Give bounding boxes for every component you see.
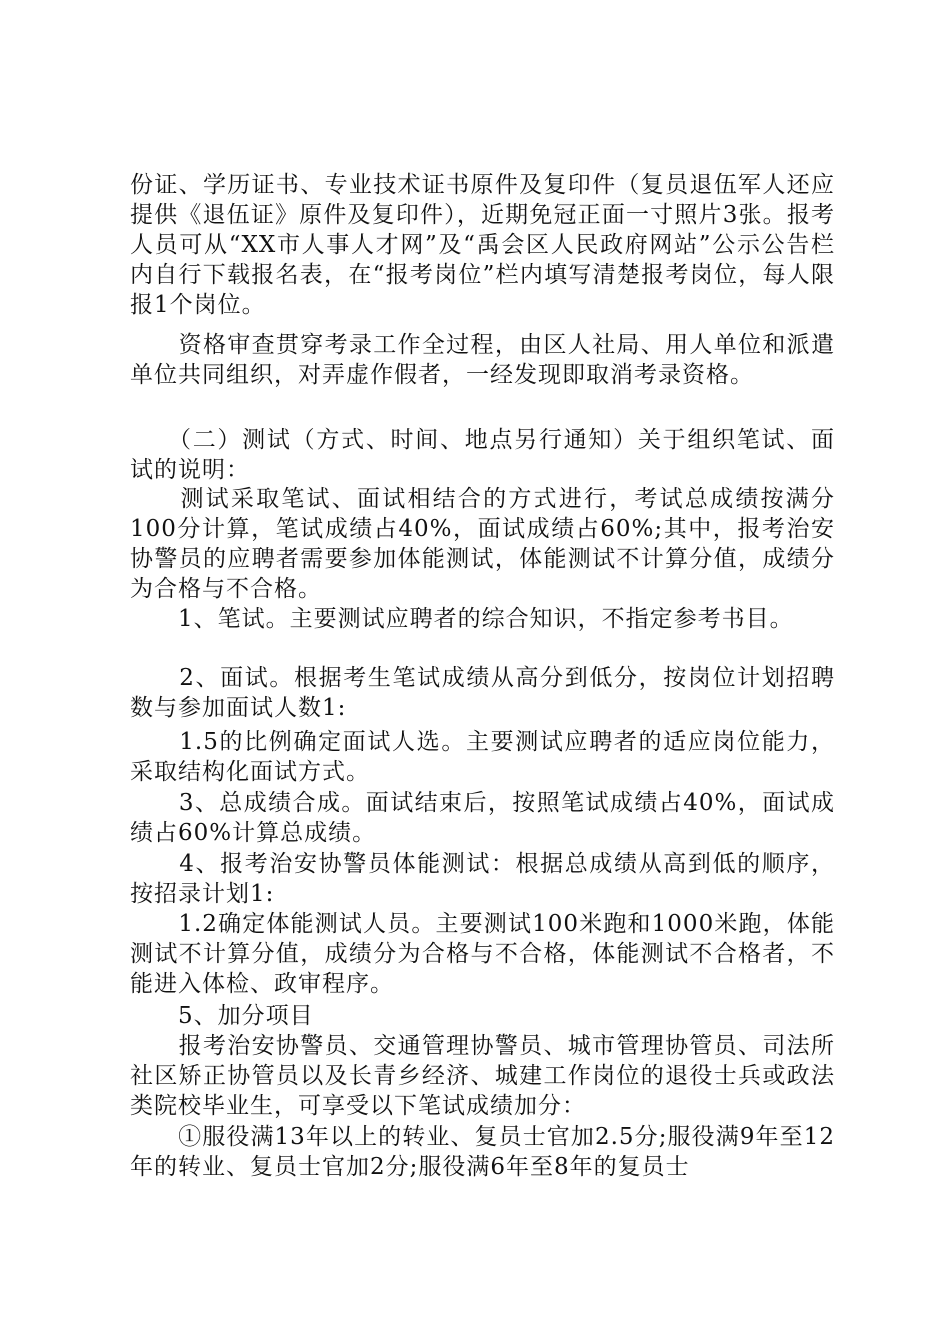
paragraph-written-test: 1、笔试。主要测试应聘者的综合知识，不指定参考书目。	[130, 606, 794, 632]
paragraph-interview-ratio: 1.5的比例确定面试人选。主要测试应聘者的适应岗位能力，采取结构化面试方式。	[130, 729, 835, 785]
paragraph-fitness-test: 4、报考治安协警员体能测试：根据总成绩从高到低的顺序，按招录计划1:	[130, 851, 835, 907]
paragraph-total-score: 3、总成绩合成。面试结束后，按照笔试成绩占40%，面试成绩占60%计算总成绩。	[130, 790, 835, 846]
paragraph-bonus-eligibility: 报考治安协警员、交通管理协警员、城市管理协管员、司法所社区矫正协管员以及长青乡经济、城建工作岗位的退役士兵或政法类院校毕业生，可享受以下笔试成绩加分：	[130, 1033, 835, 1119]
paragraph-application-materials: 份证、学历证书、专业技术证书原件及复印件（复员退伍军人还应提供《退伍证》原件及复印件），近期免冠正面一寸照片3张。报考人员可从“XX市人事人才网”及“禹会区人民政府网站”公示公告栏内自行下载报名表，在“报考岗位”栏内填写清楚报考岗位，每人限报1个岗位。	[130, 172, 835, 318]
paragraph-test-method: 测试采取笔试、面试相结合的方式进行，考试总成绩按满分100分计算，笔试成绩占40%，面试成绩占60%;其中，报考治安协警员的应聘者需要参加体能测试，体能测试不计算分值，成绩分为合格与不合格。	[130, 486, 835, 602]
paragraph-bonus-heading: 5、加分项目	[130, 1003, 314, 1029]
paragraph-fitness-ratio: 1.2确定体能测试人员。主要测试100米跑和1000米跑，体能测试不计算分值，成绩分为合格与不合格，体能测试不合格者，不能进入体检、政审程序。	[130, 911, 835, 997]
paragraph-test-heading: （二）测试（方式、时间、地点另行通知）关于组织笔试、面试的说明：	[130, 427, 835, 483]
paragraph-qualification-review: 资格审查贯穿考录工作全过程，由区人社局、用人单位和派遣单位共同组织，对弄虚作假者，一经发现即取消考录资格。	[130, 332, 835, 388]
paragraph-interview: 2、面试。根据考生笔试成绩从高分到低分，按岗位计划招聘数与参加面试人数1:	[130, 665, 835, 721]
paragraph-bonus-details: ①服役满13年以上的转业、复员士官加2.5分;服役满9年至12年的转业、复员士官加2分;服役满6年至8年的复员士	[130, 1124, 835, 1180]
